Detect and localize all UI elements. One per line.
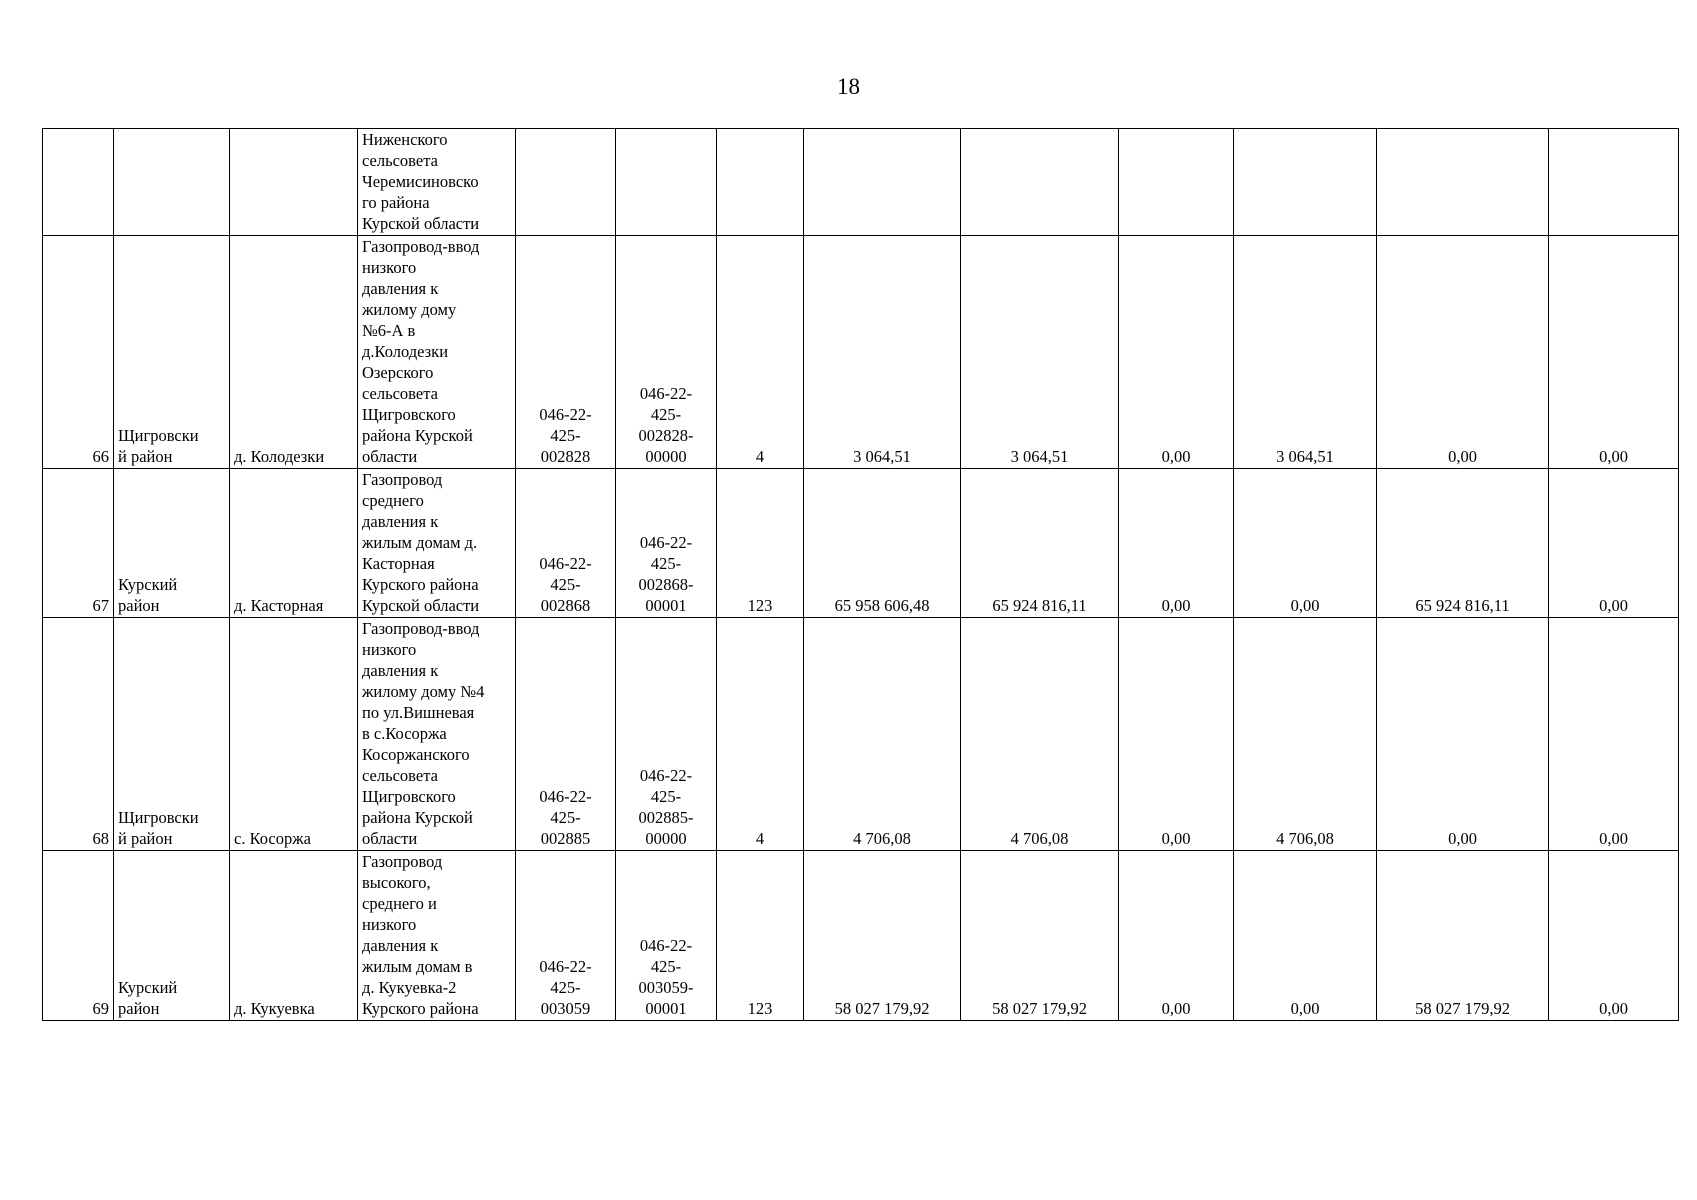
count-cell: 123 (717, 851, 804, 1021)
amount-cell: 4 706,08 (1234, 618, 1377, 851)
amount-cell: 58 027 179,92 (804, 851, 961, 1021)
district-cell (114, 129, 230, 236)
object-code-cell: 046-22- 425- 002828 (516, 236, 616, 469)
table-row (43, 469, 1679, 618)
row-number-cell: 68 (43, 618, 114, 851)
object-name-cell: Газопровод среднего давления к жилым домам д. Касторная Курского района Курской области (358, 469, 516, 618)
amount-cell: 0,00 (1549, 469, 1679, 618)
amount-cell: 0,00 (1119, 469, 1234, 618)
object-full-code-cell: 046-22- 425- 002868- 00001 (616, 469, 717, 618)
amount-cell (1119, 129, 1234, 236)
amount-cell: 4 706,08 (961, 618, 1119, 851)
count-cell (717, 129, 804, 236)
row-number-cell: 66 (43, 236, 114, 469)
amount-cell: 0,00 (1377, 236, 1549, 469)
object-full-code-cell: 046-22- 425- 002828- 00000 (616, 236, 717, 469)
amount-cell: 65 958 606,48 (804, 469, 961, 618)
locality-cell: д. Касторная (230, 469, 358, 618)
amount-cell (1377, 129, 1549, 236)
amount-cell: 0,00 (1234, 851, 1377, 1021)
amount-cell: 0,00 (1119, 618, 1234, 851)
table-row (43, 236, 1679, 469)
object-name-cell: Ниженского сельсовета Черемисиновско го района Курской области (358, 129, 516, 236)
row-number-cell (43, 129, 114, 236)
amount-cell: 0,00 (1549, 851, 1679, 1021)
object-code-cell: 046-22- 425- 002885 (516, 618, 616, 851)
object-full-code-cell: 046-22- 425- 002885- 00000 (616, 618, 717, 851)
district-cell: Курский район (114, 469, 230, 618)
amount-cell: 0,00 (1549, 618, 1679, 851)
amount-cell: 0,00 (1549, 236, 1679, 469)
object-name-cell: Газопровод-ввод низкого давления к жилому дому №4 по ул.Вишневая в с.Косоржа Косоржанского сельсовета Щигровского района Курской области (358, 618, 516, 851)
object-full-code-cell (616, 129, 717, 236)
amount-cell: 65 924 816,11 (961, 469, 1119, 618)
amount-cell: 58 027 179,92 (961, 851, 1119, 1021)
district-cell: Щигровски й район (114, 618, 230, 851)
locality-cell (230, 129, 358, 236)
amount-cell: 0,00 (1119, 236, 1234, 469)
amount-cell: 3 064,51 (1234, 236, 1377, 469)
locality-cell: с. Косоржа (230, 618, 358, 851)
object-name-cell: Газопровод-ввод низкого давления к жилому дому №6-А в д.Колодезки Озерского сельсовета Щигровского района Курской области (358, 236, 516, 469)
district-cell: Щигровски й район (114, 236, 230, 469)
object-name-cell: Газопровод высокого, среднего и низкого давления к жилым домам в д. Кукуевка-2 Курского района (358, 851, 516, 1021)
amount-cell: 4 706,08 (804, 618, 961, 851)
locality-cell: д. Кукуевка (230, 851, 358, 1021)
table-row (43, 851, 1679, 1021)
object-code-cell (516, 129, 616, 236)
amount-cell: 3 064,51 (961, 236, 1119, 469)
page-number: 18 (837, 74, 860, 99)
amount-cell (804, 129, 961, 236)
count-cell: 123 (717, 469, 804, 618)
row-number-cell: 67 (43, 469, 114, 618)
object-full-code-cell: 046-22- 425- 003059- 00001 (616, 851, 717, 1021)
amount-cell: 65 924 816,11 (1377, 469, 1549, 618)
amount-cell (961, 129, 1119, 236)
amount-cell: 0,00 (1377, 618, 1549, 851)
count-cell: 4 (717, 236, 804, 469)
object-code-cell: 046-22- 425- 003059 (516, 851, 616, 1021)
table-row (43, 618, 1679, 851)
locality-cell: д. Колодезки (230, 236, 358, 469)
table-row (43, 129, 1679, 236)
amount-cell: 0,00 (1119, 851, 1234, 1021)
amount-cell (1549, 129, 1679, 236)
object-code-cell: 046-22- 425- 002868 (516, 469, 616, 618)
amount-cell: 58 027 179,92 (1377, 851, 1549, 1021)
row-number-cell: 69 (43, 851, 114, 1021)
amount-cell: 3 064,51 (804, 236, 961, 469)
amount-cell: 0,00 (1234, 469, 1377, 618)
district-cell: Курский район (114, 851, 230, 1021)
registry-table (42, 128, 1679, 1021)
count-cell: 4 (717, 618, 804, 851)
amount-cell (1234, 129, 1377, 236)
